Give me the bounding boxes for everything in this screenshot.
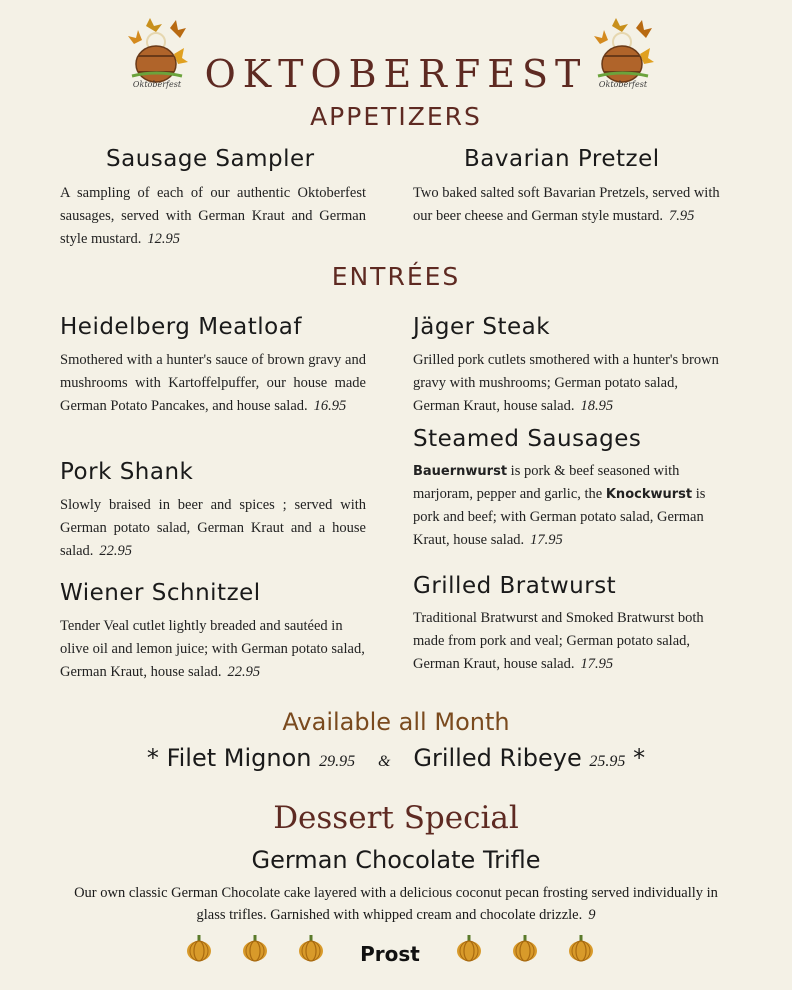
dessert-heading: Dessert Special [273,800,519,836]
item-desc-pork-shank: Slowly braised in beer and spices ; served with German potato salad, German Kraut and a house salad. 22.95 [60,497,366,559]
item-price: 16.95 [313,398,347,414]
item-title-bavarian-pretzel: Bavarian Pretzel [464,146,660,172]
monthly-heading: Available all Month [282,708,510,736]
item-title-steamed-sausages: Steamed Sausages [413,426,642,452]
item-desc-steamed-sausages: Bauernwurst is pork & beef seasoned with marjoram, pepper and garlic, the Knockwurst is pork and beef; with German potato salad, German Kraut, house salad. 17.95 [413,463,706,548]
dessert-desc: Our own classic German Chocolate cake layered with a delicious coconut pecan frosting served individually in glass trifles. Garnished with whipped cream and chocolate drizzle. 9 [74,885,718,923]
item-price: 18.95 [580,398,614,414]
item-desc-grilled-bratwurst: Traditional Bratwurst and Smoked Bratwurst both made from pork and veal; German potato salad, German Kraut, house salad. 17.95 [413,610,704,672]
item-price: 17.95 [580,656,614,672]
item-price: 22.95 [99,543,133,559]
item-title-sausage-sampler: Sausage Sampler [106,146,315,172]
dessert-title: German Chocolate Trifle [251,846,541,874]
item-price: 12.95 [147,231,180,247]
pumpkin-icon [567,934,595,962]
pumpkin-icon [241,934,269,962]
entrees-heading: ENTRÉES [331,262,461,291]
monthly-specials: * Filet Mignon 29.95 & Grilled Ribeye 25.95 * [146,744,646,772]
item-title-wiener-schnitzel: Wiener Schnitzel [60,580,261,606]
item-title-heidelberg-meatloaf: Heidelberg Meatloaf [60,314,302,340]
pumpkin-icon [185,934,213,962]
item-desc-wiener-schnitzel: Tender Veal cutlet lightly breaded and sautéed in olive oil and lemon juice; with German potato salad, German Kraut, house salad. 22.95 [60,618,365,680]
item-price: 22.95 [227,664,261,680]
svg-text:Oktoberfest: Oktoberfest [132,80,182,89]
item-title-pork-shank: Pork Shank [60,459,194,485]
item-desc-jager-steak: Grilled pork cutlets smothered with a hunter's brown gravy with mushrooms; German potato salad, German Kraut, house salad. 18.95 [413,352,719,414]
item-title-jager-steak: Jäger Steak [413,314,551,340]
pumpkin-icon [297,934,325,962]
page-title: OKTOBERFEST [204,52,588,96]
item-price: 7.95 [669,208,695,224]
svg-text:Oktoberfest: Oktoberfest [598,80,648,89]
pumpkin-icon [455,934,483,962]
item-desc-sausage-sampler: A sampling of each of our authentic Oktoberfest sausages, served with German Kraut and German style mustard. 12.95 [60,185,366,247]
appetizers-heading: APPETIZERS [310,102,482,131]
item-price: 17.95 [530,532,563,548]
pumpkin-icon [511,934,539,962]
prost-text: Prost [360,942,420,966]
item-price: 9 [588,907,596,923]
item-desc-heidelberg-meatloaf: Smothered with a hunter's sauce of brown gravy and mushrooms with Kartoffelpuffer, our house made German Potato Pancakes, and house salad. 16.95 [60,352,366,414]
item-title-grilled-bratwurst: Grilled Bratwurst [413,573,617,599]
item-desc-bavarian-pretzel: Two baked salted soft Bavarian Pretzels, served with our beer cheese and German style mustard. 7.95 [413,185,720,224]
